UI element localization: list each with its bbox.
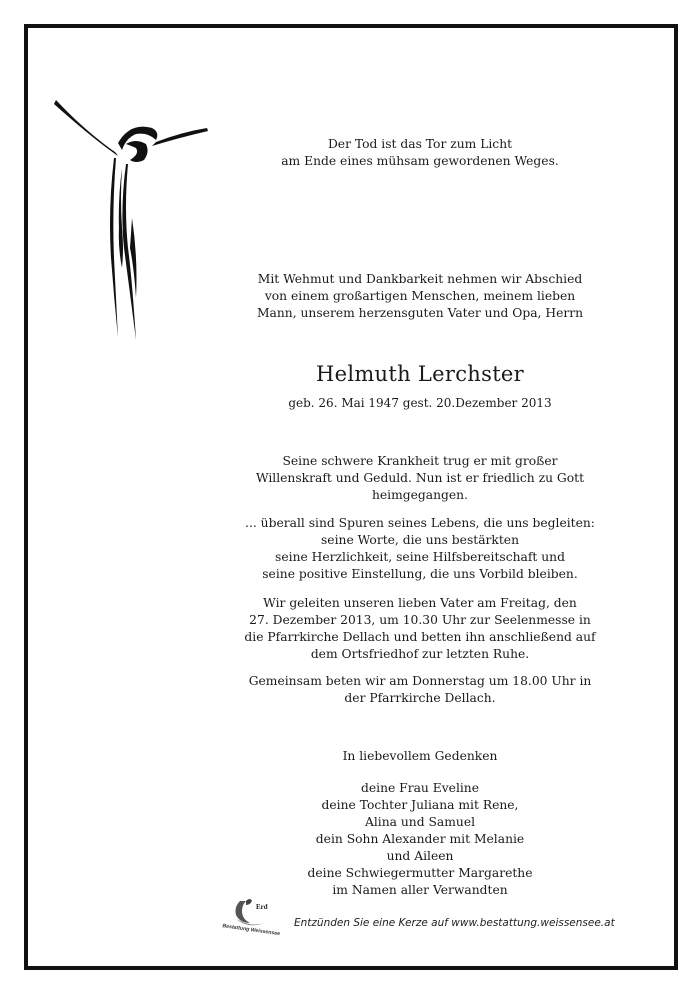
paragraph-funeral: Wir geleiten unseren lieben Vater am Freitag, den 27. Dezember 2013, um 10.30 Uhr zur Seelenmesse in die Pfarrkirche Dellach und betten ihn anschließend auf dem Ortsfriedhof zur letzten Ruhe. (244, 596, 596, 661)
paragraph-prayer: Gemeinsam beten wir am Donnerstag um 18.00 Uhr in der Pfarrkirche Dellach. (248, 674, 592, 705)
farewell-intro: Mit Wehmut und Dankbarkeit nehmen wir Abschied von einem großartigen Menschen, meinem lieben Mann, unserem herzensguten Vater und Opa, Herrn (256, 272, 584, 320)
family-list: deine Frau Eveline deine Tochter Juliana mit Rene, Alina und Samuel dein Sohn Alexander mit Melanie und Aileen deine Schwiegermutter Margarethe im Namen aller Verwandten (307, 781, 533, 897)
deceased-name: Helmuth Lerchster (315, 362, 524, 386)
paragraph-traces: ... überall sind Spuren seines Lebens, die uns begleiten: seine Worte, die uns bestärkten seine Herzlichkeit, seine Hilfsbereitschaft und seine positive Einstellung, die uns Vorbild bleiben. (245, 516, 595, 581)
candle-link-text[interactable]: Entzünden Sie eine Kerze auf www.bestattung.weissensee.at (294, 917, 615, 929)
funeral-home-logo (220, 893, 286, 937)
opening-quote: Der Tod ist das Tor zum Licht am Ende eines mühsam gewordenen Weges. (281, 137, 559, 168)
in-memory-line: In liebevollem Gedenken (342, 749, 498, 763)
life-dates: geb. 26. Mai 1947 gest. 20.Dezember 2013 (288, 396, 552, 410)
logo-top-text: Erd (256, 903, 268, 911)
crucifix-icon (52, 98, 210, 348)
paragraph-illness: Seine schwere Krankheit trug er mit großer Willenskraft und Geduld. Nun ist er friedlich zu Gott heimgegangen. (255, 454, 585, 502)
logo-arc-text: Bestattung Weissensee (221, 923, 281, 937)
